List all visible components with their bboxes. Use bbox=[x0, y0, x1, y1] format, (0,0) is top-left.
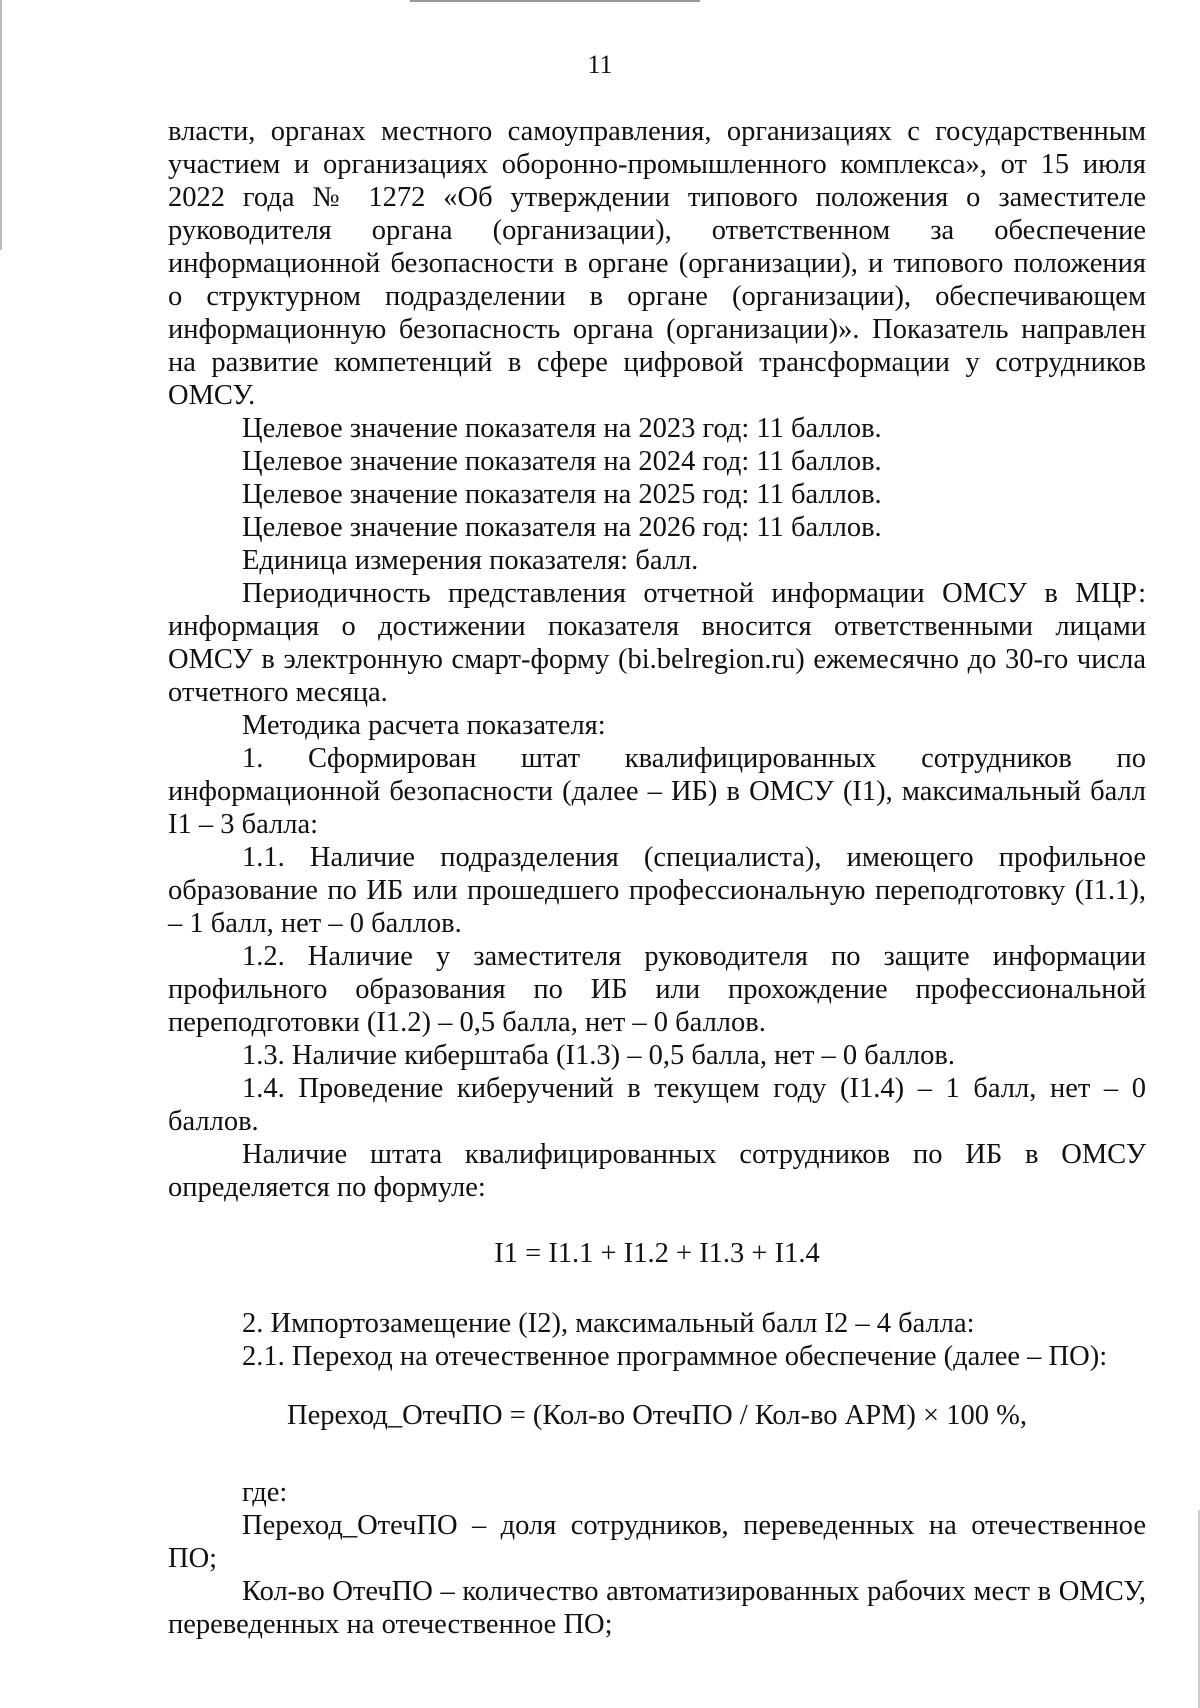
scan-edge-top bbox=[410, 0, 700, 2]
item-1-1: 1.1. Наличие подразделения (специалиста), имеющего профильное образование по ИБ или прошедшего профессиональную переподготовку (I1.1), – 1 балл, нет – 0 баллов. bbox=[168, 842, 1146, 939]
definition-transition: Переход_ОтечПО – доля сотрудников, переведенных на отечественное ПО; bbox=[168, 1510, 1146, 1574]
item-1: 1. Сформирован штат квалифицированных сотрудников по информационной безопасности (далее – ИБ) в ОМСУ (I1), максимальный балл I1 – 3 балла: bbox=[168, 743, 1146, 840]
formula-import: Переход_ОтечПО = (Кол-во ОтечПО / Кол-во АРМ) × 100 %, bbox=[287, 1400, 1027, 1431]
scan-edge-left bbox=[0, 0, 2, 250]
item-1-4: 1.4. Проведение киберучений в текущем году (I1.4) – 1 балл, нет – 0 баллов. bbox=[168, 1073, 1146, 1137]
formula-i1: I1 = I1.1 + I1.2 + I1.3 + I1.4 bbox=[494, 1238, 820, 1269]
method-heading: Методика расчета показателя: bbox=[242, 710, 606, 741]
document-body bbox=[168, 115, 1146, 1641]
item-2: 2. Импортозамещение (I2), максимальный балл I2 – 4 балла: bbox=[242, 1308, 975, 1339]
target-2023: Целевое значение показателя на 2023 год: 11 баллов. bbox=[242, 413, 882, 444]
target-2026: Целевое значение показателя на 2026 год: 11 баллов. bbox=[242, 512, 882, 543]
target-2025: Целевое значение показателя на 2025 год: 11 баллов. bbox=[242, 479, 882, 510]
item-2-1: 2.1. Переход на отечественное программное обеспечение (далее – ПО): bbox=[242, 1341, 1108, 1372]
definition-count: Кол-во ОтечПО – количество автоматизированных рабочих мест в ОМСУ, переведенных на отечественное ПО; bbox=[168, 1576, 1146, 1640]
item-1-2: 1.2. Наличие у заместителя руководителя по защите информации профильного образования по ИБ или прохождение профессиональной переподготовки (I1.2) – 0,5 балла, нет – 0 баллов. bbox=[168, 941, 1146, 1038]
target-2024: Целевое значение показателя на 2024 год: 11 баллов. bbox=[242, 446, 882, 477]
unit-of-measure: Единица измерения показателя: балл. bbox=[242, 545, 699, 576]
where-label: где: bbox=[242, 1477, 288, 1508]
paragraph-continuation: власти, органах местного самоуправления, организациях с государственным участием и организациях оборонно-промышленного комплекса», от 15 июля 2022 года № 1272 «Об утверждении типового положения о заместителе руководителя органа (организации), ответственном за обеспечение информационной безопасности в органе (организации), и типового положения о структурном подразделении в органе (организации), обеспечивающем информационную безопасность органа (организации)». Показатель направлен на развитие компетенций в сфере цифровой трансформации у сотрудников ОМСУ. bbox=[168, 116, 1146, 411]
page-number: 11 bbox=[587, 50, 613, 79]
reporting-periodicity: Периодичность представления отчетной информации ОМСУ в МЦР: информация о достижении показателя вносится ответственными лицами ОМСУ в электронную смарт-форму (bi.belregion.ru) ежемесячно до 30-го числа отчетного месяца. bbox=[168, 578, 1146, 708]
item-1-3: 1.3. Наличие киберштаба (I1.3) – 0,5 балла, нет – 0 баллов. bbox=[242, 1040, 955, 1071]
staff-formula-intro: Наличие штата квалифицированных сотрудников по ИБ в ОМСУ определяется по формуле: bbox=[168, 1139, 1146, 1203]
